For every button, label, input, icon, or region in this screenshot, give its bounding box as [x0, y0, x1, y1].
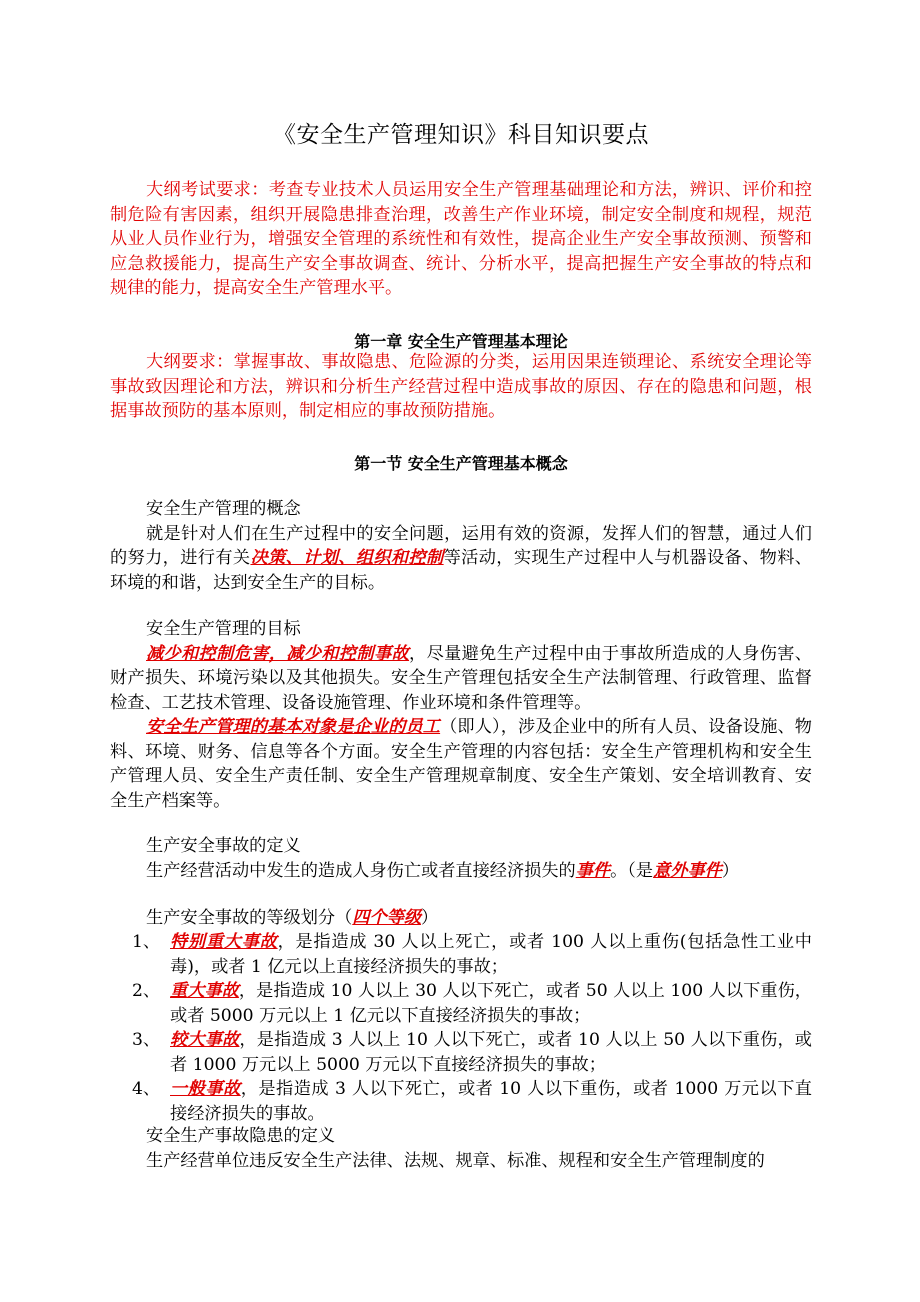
list-item [132, 979, 812, 1028]
chapter-outline [110, 350, 812, 424]
chapter-outline-text: 大纲要求：掌握事故、事故隐患、危险源的分类，运用因果连锁理论、系统安全理论等事故致因理论和方法，辨识和分析生产经营过程中造成事故的原因、存在的隐患和问题，根据事故预防的基本原则，制定相应的事故预防措施。 [110, 352, 812, 421]
hazard-heading: 安全生产事故隐患的定义 [146, 1126, 336, 1146]
grades-heading-emphasis: 四个等级 [352, 908, 422, 928]
accident-definition-paragraph [110, 859, 812, 884]
grades-heading-b: ） [421, 908, 439, 928]
goal-heading: 安全生产管理的目标 [146, 619, 301, 639]
concept-text-b: 等活动，实现生产过程中人与机器设备、物料、环境的和谐，达到安全生产的目标。 [110, 548, 812, 593]
concept-emphasis: 决策、计划、组织和控制 [250, 548, 444, 568]
grade-description: ，是指造成 3 人以上 10 人以下死亡，或者 10 人以上 50 人以下重伤，或者 1000 万元以上 5000 万元以下直接经济损失的事故； [170, 1030, 812, 1075]
exam-outline [110, 178, 812, 301]
list-item-number: 3、 [132, 1030, 161, 1050]
list-item-number: 4、 [132, 1079, 161, 1099]
grade-name: 特别重大事故 [170, 932, 278, 952]
grade-description: ，是指造成 10 人以上 30 人以下死亡，或者 50 人以上 100 人以下重伤，或者 5000 万元以上 1 亿元以下直接经济损失的事故； [170, 981, 812, 1026]
grade-description: ，是指造成 3 人以下死亡，或者 10 人以下重伤，或者 1000 万元以下直接经济损失的事故。 [170, 1079, 812, 1124]
hazard-block [110, 1124, 812, 1173]
accident-emphasis-2: 意外事件 [653, 860, 722, 881]
accident-definition-block [110, 834, 812, 883]
accident-emphasis-1: 事件 [575, 860, 611, 881]
accident-text-a: 生产经营活动中发生的造成人身伤亡或者直接经济损失的 [146, 860, 576, 881]
grade-name: 一般事故 [170, 1079, 241, 1099]
accident-definition-heading: 生产安全事故的定义 [146, 836, 301, 856]
hazard-paragraph: 生产经营单位违反安全生产法律、法规、规章、标准、规程和安全生产管理制度的 [146, 1150, 765, 1171]
list-item-text [170, 1028, 812, 1077]
section-heading: 第一节 安全生产管理基本概念 [354, 454, 568, 473]
concept-text-a: 就是针对人们在生产过程中的安全问题，运用有效的资源，发挥人们的智慧，通过人们的努力，进行有关 [110, 523, 812, 568]
goal-paragraph-1 [110, 642, 812, 716]
list-item [132, 1028, 812, 1077]
grades-heading-a: 生产安全事故的等级划分（ [146, 908, 353, 928]
list-item-number: 2、 [132, 981, 161, 1001]
goal-block [110, 617, 812, 813]
grades-list [132, 930, 812, 1126]
grade-name: 重大事故 [170, 981, 239, 1001]
goal-emphasis-1: 减少和控制危害，减少和控制事故 [146, 643, 410, 664]
list-item-text [170, 1077, 812, 1126]
chapter-heading: 第一章 安全生产管理基本理论 [354, 332, 568, 351]
document-title: 《安全生产管理知识》科目知识要点 [273, 122, 649, 148]
exam-outline-text: 大纲考试要求：考查专业技术人员运用安全生产管理基础理论和方法，辨识、评价和控制危险有害因素，组织开展隐患排查治理，改善生产作业环境，制定安全制度和规程，规范从业人员作业行为，增强安全管理的系统性和有效性，提高企业生产安全事故预测、预警和应急救援能力，提高生产安全事故调查、统计、分析水平，提高把握生产安全事故的特点和规律的能力，提高安全生产管理水平。 [110, 180, 812, 298]
grade-name: 较大事故 [170, 1030, 240, 1050]
goal-emphasis-2: 安全生产管理的基本对象是企业的员工 [146, 717, 441, 737]
list-item-text [170, 979, 812, 1028]
list-item [132, 930, 812, 979]
goal-paragraph-2 [110, 715, 812, 813]
concept-heading: 安全生产管理的概念 [146, 499, 301, 519]
accident-text-c: ） [721, 860, 740, 881]
list-item-text [170, 930, 812, 979]
list-item [132, 1077, 812, 1126]
grades-heading-block [110, 906, 812, 931]
list-item-number: 1、 [132, 932, 161, 952]
goal-text-2: （即人），涉及企业中的所有人员、设备设施、物料、环境、财务、信息等各个方面。安全生产管理的内容包括：安全生产管理机构和安全生产管理人员、安全生产责任制、安全生产管理规章制度、安全生产策划、安全培训教育、安全生产档案等。 [110, 717, 812, 811]
concept-paragraph [110, 522, 812, 596]
grades-heading [110, 906, 812, 931]
grade-description: ，是指造成 30 人以上死亡，或者 100 人以上重伤(包括急性工业中毒)，或者 1 亿元以上直接经济损失的事故； [170, 932, 812, 977]
goal-text-1: ，尽量避免生产过程中由于事故所造成的人身伤害、财产损失、环境污染以及其他损失。安全生产管理包括安全生产法制管理、行政管理、监督检查、工艺技术管理、设备设施管理、作业环境和条件管理等。 [110, 643, 812, 713]
accident-text-b: 。（是 [610, 860, 654, 881]
concept-block [110, 497, 812, 595]
